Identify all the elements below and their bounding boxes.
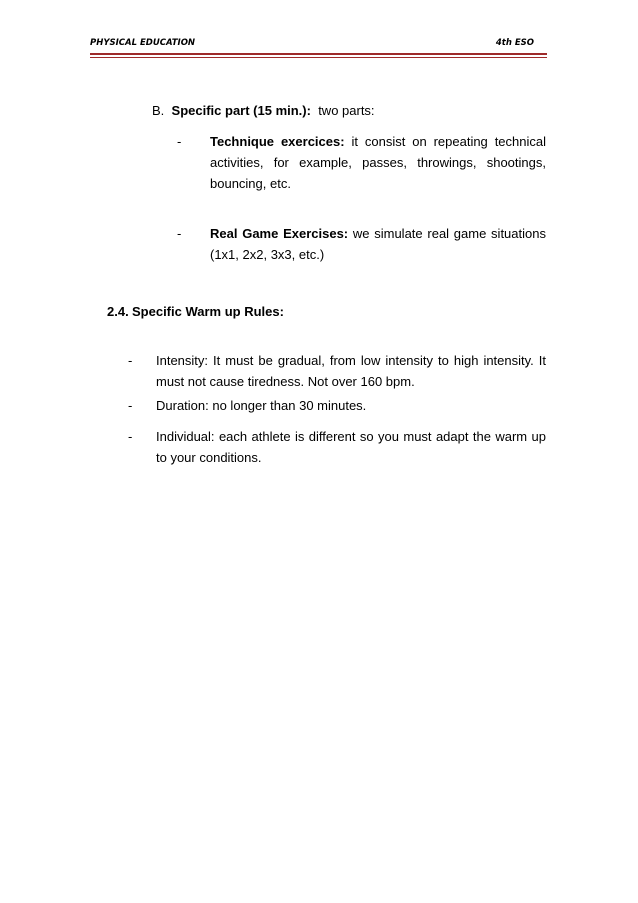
page-header [88,38,548,52]
rule-1-bullet: - [128,353,133,368]
section-heading [107,304,284,319]
section-heading-number: 2.4. [107,304,129,319]
rule-2-bullet: - [128,398,133,413]
sub-item-1-line2: activities, for example, passes, throwings, shootings, [210,155,546,170]
sub-item-1-line1: it consist on repeating technical [351,134,546,149]
rule-3-line2: to your conditions. [156,450,262,465]
sub-item-1 [210,131,546,194]
section-b-letter: B. [152,103,165,118]
sub-item-1-bullet: - [177,134,182,149]
sub-item-2-term: Real Game Exercises: [210,226,349,241]
header-rule-thick [90,53,547,55]
header-level: 4th ESO [495,38,534,48]
sub-item-1-line3: bouncing, etc. [210,176,291,191]
rule-1 [156,350,546,392]
header-subject: PHYSICAL EDUCATION [90,38,196,48]
section-heading-title: Specific Warm up Rules: [132,304,284,319]
rule-3-bullet: - [128,429,133,444]
section-b-line [152,100,552,121]
rule-3 [156,426,546,468]
rule-2 [156,395,546,416]
section-b-title: Specific part (15 min.): [171,103,311,118]
sub-item-1-term: Technique exercices: [210,134,345,149]
rule-2-line1: Duration: no longer than 30 minutes. [156,398,367,413]
sub-item-2 [210,223,546,265]
section-b-rest: two parts: [318,103,375,118]
sub-item-2-line2: (1x1, 2x2, 3x3, etc.) [210,247,325,262]
sub-item-2-bullet: - [177,226,182,241]
header-rule-thin [90,57,547,58]
rule-1-line1: Intensity: It must be gradual, from low intensity to high intensity. It [156,353,546,368]
sub-item-2-line1: we simulate real game situations [352,226,546,241]
rule-3-line1: Individual: each athlete is different so you must adapt the warm up [156,429,546,444]
rule-1-line2: must not cause tiredness. Not over 160 bpm. [156,374,415,389]
